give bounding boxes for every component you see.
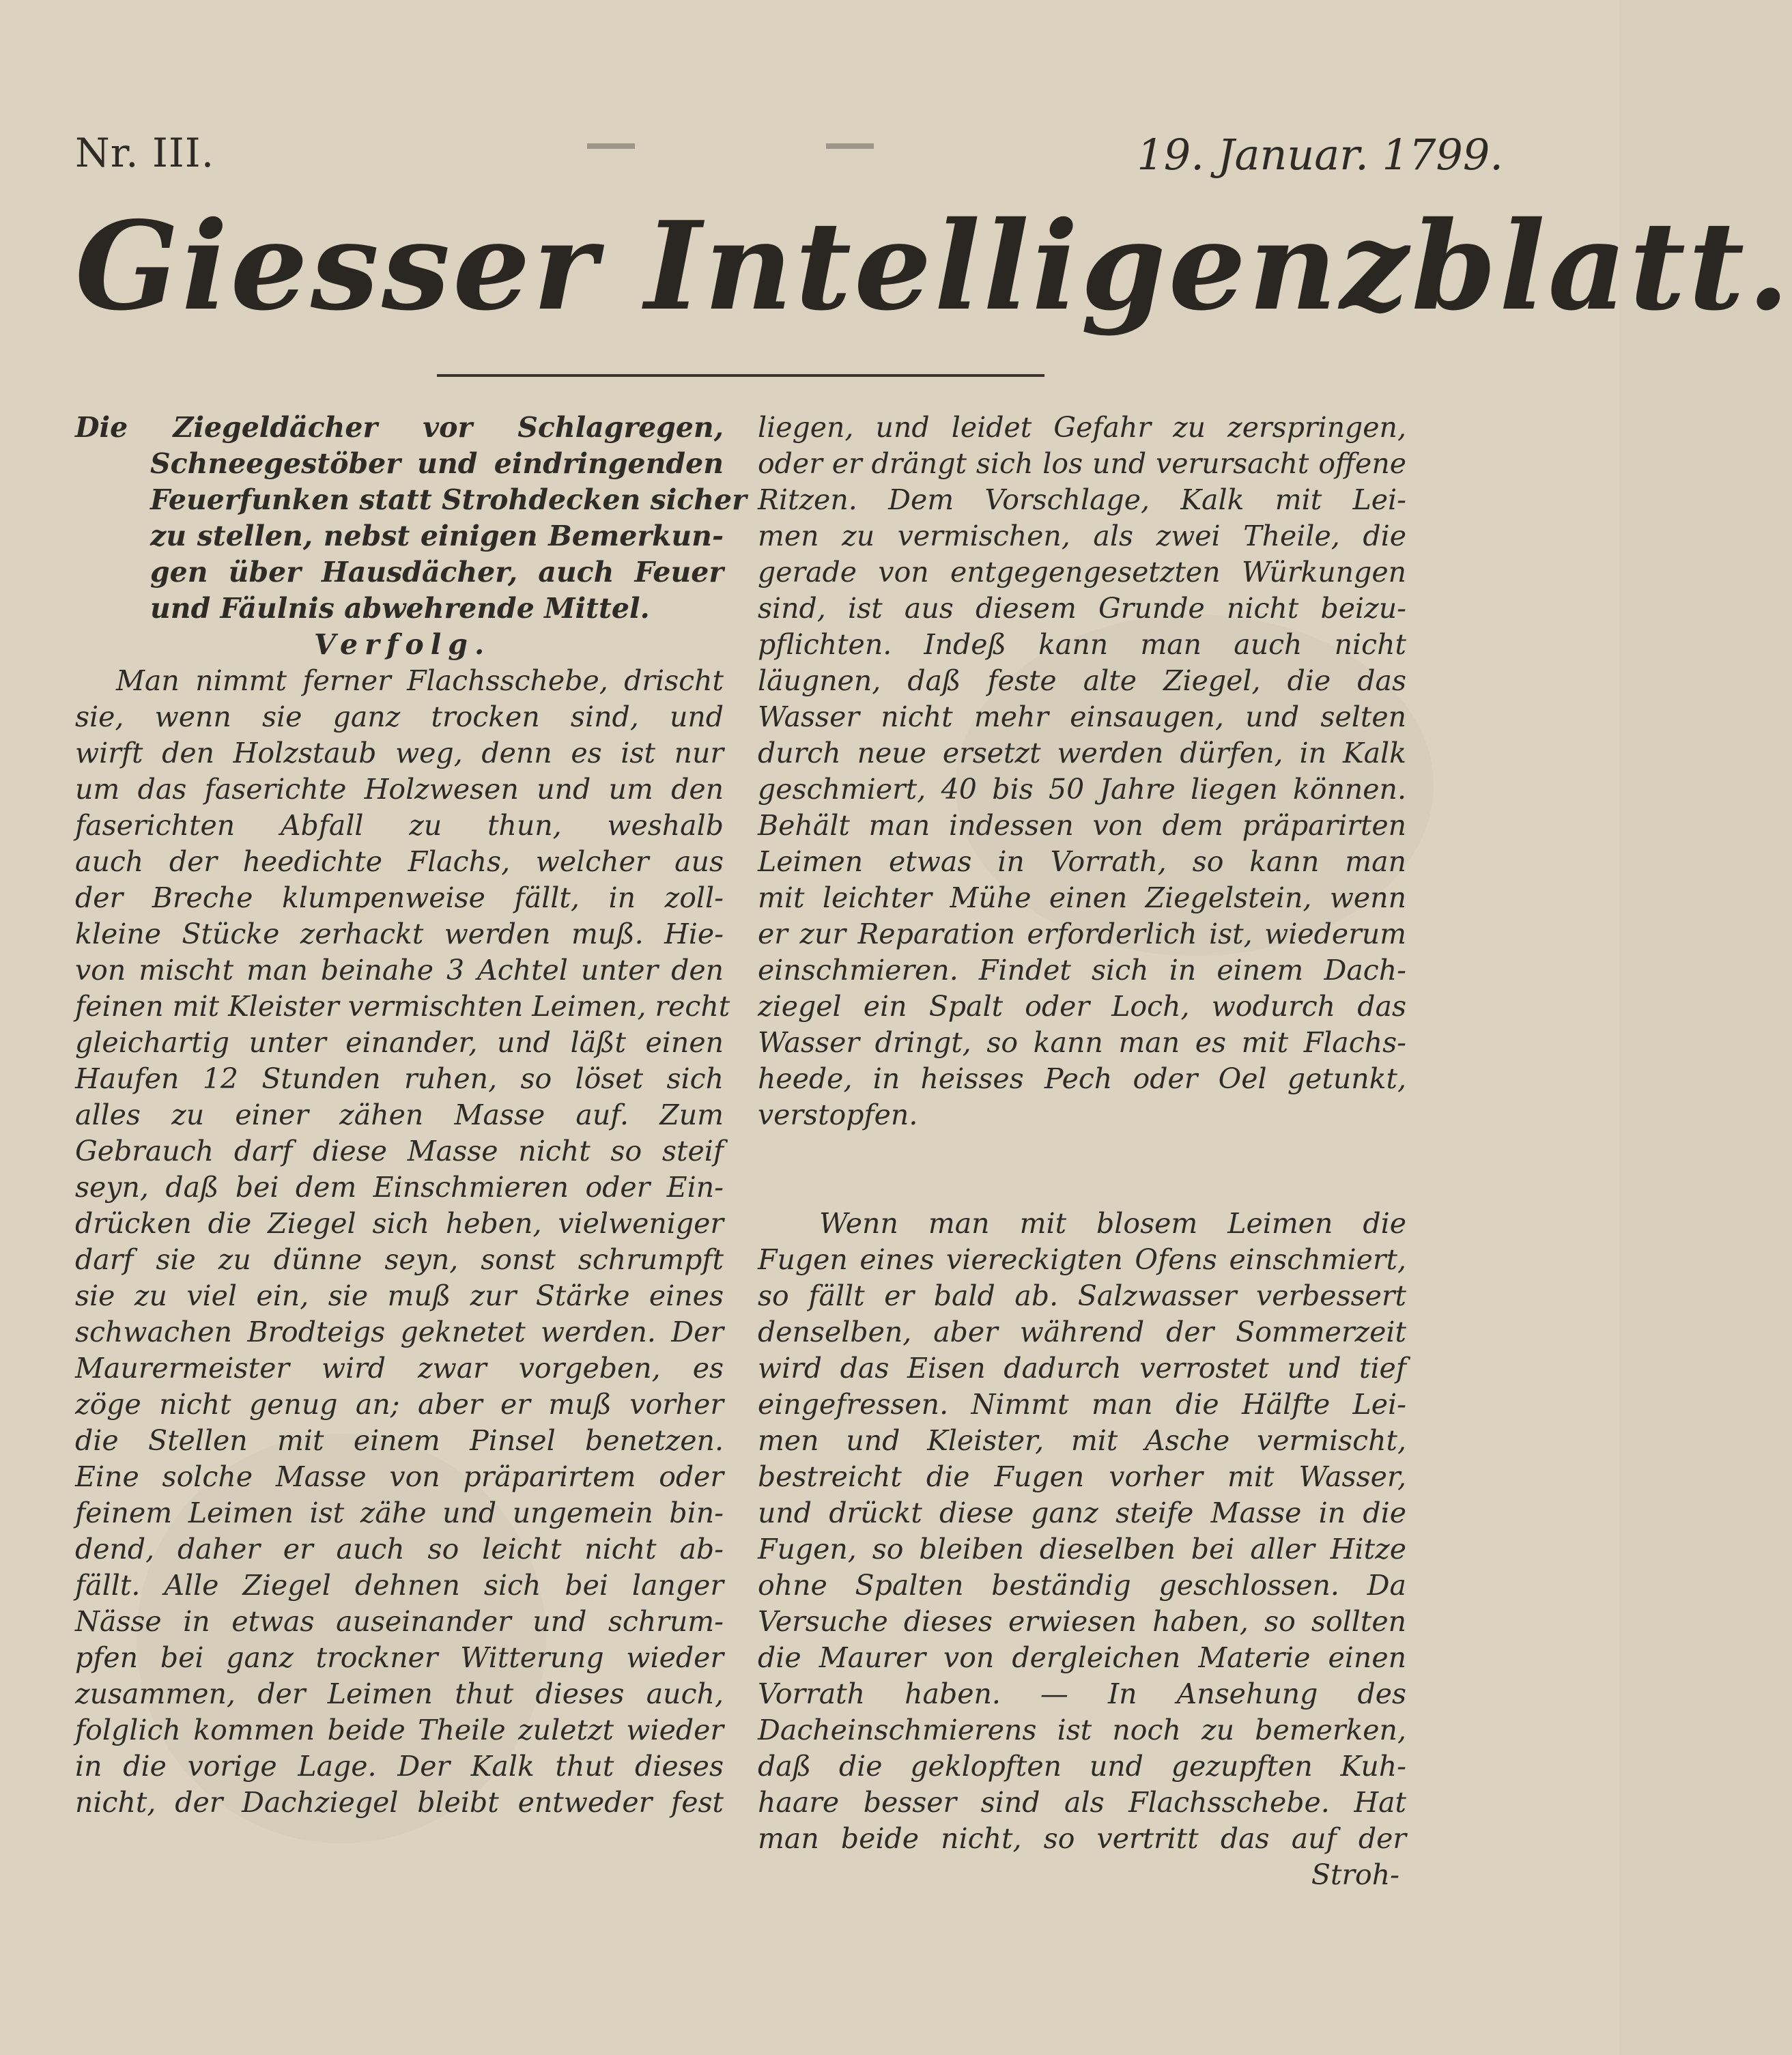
title-line: Feuerfunken statt Strohdecken sicher bbox=[150, 483, 747, 516]
body-line: Eine solche Masse von präparirtem oder bbox=[75, 1460, 724, 1493]
body-line: Versuche dieses erwiesen haben, so sollten bbox=[758, 1605, 1406, 1638]
body-line: oder er drängt sich los und verursacht offene bbox=[758, 447, 1406, 480]
body-line: daß die geklopften und gezupften Kuh- bbox=[758, 1750, 1406, 1783]
title-line: und Fäulnis abwehrende Mittel. bbox=[150, 592, 650, 625]
body-line: ohne Spalten beständig geschlossen. Da bbox=[758, 1569, 1406, 1602]
body-line: Maurermeister wird zwar vorgeben, es bbox=[75, 1352, 724, 1385]
body-line: gerade von entgegengesetzten Würkungen bbox=[758, 556, 1406, 589]
body-line: drücken die Ziegel sich heben, vielweniger bbox=[75, 1207, 724, 1240]
body-line: nicht, der Dachziegel bleibt entweder fest bbox=[75, 1786, 724, 1819]
body-line: der Breche klumpenweise fällt, in zoll- bbox=[75, 881, 724, 914]
body-line: Ritzen. Dem Vorschlage, Kalk mit Lei- bbox=[758, 483, 1406, 516]
body-line: Behält man indessen von dem präparirten bbox=[758, 809, 1406, 842]
body-line: gleichartig unter einander, und läßt einen bbox=[75, 1026, 724, 1059]
body-line: einschmieren. Findet sich in einem Dach- bbox=[758, 954, 1406, 987]
body-line: dend, daher er auch so leicht nicht ab- bbox=[75, 1533, 724, 1565]
body-line: Gebrauch darf diese Masse nicht so steif bbox=[75, 1135, 724, 1167]
body-line: von mischt man beinahe 3 Achtel unter den bbox=[75, 954, 724, 987]
article-body-right-para1 bbox=[758, 410, 1406, 1133]
body-line: Haufen 12 Stunden ruhen, so löset sich bbox=[75, 1062, 724, 1095]
article-body-right-para2 bbox=[758, 1206, 1406, 1857]
body-line: Wasser nicht mehr einsaugen, und selten bbox=[758, 700, 1406, 733]
body-line: die Stellen mit einem Pinsel benetzen. bbox=[75, 1424, 724, 1457]
body-line: Man nimmt ferner Flachsschebe, drischt bbox=[116, 664, 724, 697]
body-line: wird das Eisen dadurch verrostet und tief bbox=[758, 1352, 1406, 1385]
body-line: durch neue ersetzt werden dürfen, in Kalk bbox=[758, 737, 1406, 769]
body-line: men und Kleister, mit Asche vermischt, bbox=[758, 1424, 1406, 1457]
body-line: darf sie zu dünne seyn, sonst schrumpft bbox=[75, 1243, 724, 1276]
title-line: gen über Hausdächer, auch Feuer bbox=[150, 556, 724, 589]
body-line: in die vorige Lage. Der Kalk thut dieses bbox=[75, 1750, 724, 1783]
body-line: heede, in heisses Pech oder Oel getunkt, bbox=[758, 1062, 1406, 1095]
body-line: feinem Leimen ist zähe und ungemein bin- bbox=[75, 1497, 724, 1529]
title-line: zu stellen, nebst einigen Bemerkun- bbox=[150, 520, 724, 552]
body-line: Leimen etwas in Vorrath, so kann man bbox=[758, 845, 1406, 878]
body-line: auch der heedichte Flachs, welcher aus bbox=[75, 845, 724, 878]
issue-date: 19. Januar. 1799. bbox=[1137, 130, 1503, 180]
body-line: Fugen eines viereckigten Ofens einschmiert, bbox=[758, 1243, 1406, 1276]
body-line: haare besser sind als Flachsschebe. Hat bbox=[758, 1786, 1406, 1819]
article-body-left bbox=[75, 663, 730, 1821]
masthead-rule bbox=[437, 374, 1044, 377]
body-line: pflichten. Indeß kann man auch nicht bbox=[758, 628, 1406, 661]
ornament-dash bbox=[826, 143, 874, 149]
paragraph-gap bbox=[758, 1133, 1406, 1206]
masthead-title: Giesser Intelligenzblatt. bbox=[75, 195, 1792, 337]
body-line: alles zu einer zähen Masse auf. Zum bbox=[75, 1099, 724, 1131]
body-line: feinen mit Kleister vermischten Leimen, recht bbox=[75, 990, 730, 1023]
body-line: schwachen Brodteigs geknetet werden. Der bbox=[75, 1316, 724, 1348]
body-line: fällt. Alle Ziegel dehnen sich bei langer bbox=[75, 1569, 724, 1602]
body-line: liegen, und leidet Gefahr zu zerspringen, bbox=[758, 411, 1406, 444]
catchword: Stroh- bbox=[1311, 1858, 1399, 1891]
body-line: eingefressen. Nimmt man die Hälfte Lei- bbox=[758, 1388, 1406, 1421]
body-line: sie, wenn sie ganz trocken sind, und bbox=[75, 700, 724, 733]
body-line: bestreicht die Fugen vorher mit Wasser, bbox=[758, 1460, 1406, 1493]
article-title bbox=[75, 410, 747, 627]
body-line: denselben, aber während der Sommerzeit bbox=[758, 1316, 1406, 1348]
body-line: kleine Stücke zerhackt werden muß. Hie- bbox=[75, 918, 724, 950]
body-line: wirft den Holzstaub weg, denn es ist nur bbox=[75, 737, 724, 769]
ornament-dash bbox=[587, 143, 635, 149]
article-subtitle: Verfolg. bbox=[314, 628, 492, 661]
body-line: Nässe in etwas auseinander und schrum- bbox=[75, 1605, 724, 1638]
body-line: man beide nicht, so vertritt das auf der bbox=[758, 1822, 1406, 1855]
body-line: folglich kommen beide Theile zuletzt wieder bbox=[75, 1714, 724, 1746]
body-line: verstopfen. bbox=[758, 1099, 918, 1131]
title-line: Die Ziegeldächer vor Schlagregen, bbox=[75, 411, 724, 444]
body-line: sind, ist aus diesem Grunde nicht beizu- bbox=[758, 592, 1406, 625]
body-line: sie zu viel ein, sie muß zur Stärke eines bbox=[75, 1279, 724, 1312]
title-line: Schneegestöber und eindringenden bbox=[150, 447, 724, 480]
body-line: ziegel ein Spalt oder Loch, wodurch das bbox=[758, 990, 1406, 1023]
body-line: die Maurer von dergleichen Materie einen bbox=[758, 1641, 1406, 1674]
body-line: und drückt diese ganz steife Masse in die bbox=[758, 1497, 1406, 1529]
body-line: er zur Reparation erforderlich ist, wiederum bbox=[758, 918, 1406, 950]
body-line: so fällt er bald ab. Salzwasser verbessert bbox=[758, 1279, 1406, 1312]
left-column bbox=[75, 410, 747, 1821]
right-column bbox=[758, 410, 1406, 1893]
body-line: läugnen, daß feste alte Ziegel, die das bbox=[758, 664, 1406, 697]
body-line: Wenn man mit blosem Leimen die bbox=[819, 1207, 1406, 1240]
body-line: pfen bei ganz trockner Witterung wieder bbox=[75, 1641, 724, 1674]
body-line: zusammen, der Leimen thut dieses auch, bbox=[75, 1677, 724, 1710]
body-line: Vorrath haben. — In Ansehung des bbox=[758, 1677, 1406, 1710]
body-line: um das faserichte Holzwesen und um den bbox=[75, 773, 724, 806]
body-line: Wasser dringt, so kann man es mit Flachs- bbox=[758, 1026, 1406, 1059]
issue-number: Nr. III. bbox=[75, 130, 215, 176]
body-line: Dacheinschmierens ist noch zu bemerken, bbox=[758, 1714, 1406, 1746]
body-line: men zu vermischen, als zwei Theile, die bbox=[758, 520, 1406, 552]
body-line: faserichten Abfall zu thun, weshalb bbox=[75, 809, 724, 842]
body-line: seyn, daß bei dem Einschmieren oder Ein- bbox=[75, 1171, 724, 1204]
body-line: geschmiert, 40 bis 50 Jahre liegen können. bbox=[758, 773, 1406, 806]
body-line: Fugen, so bleiben dieselben bei aller Hitze bbox=[758, 1533, 1406, 1565]
body-line: mit leichter Mühe einen Ziegelstein, wenn bbox=[758, 881, 1406, 914]
body-line: zöge nicht genug an; aber er muß vorher bbox=[75, 1388, 724, 1421]
